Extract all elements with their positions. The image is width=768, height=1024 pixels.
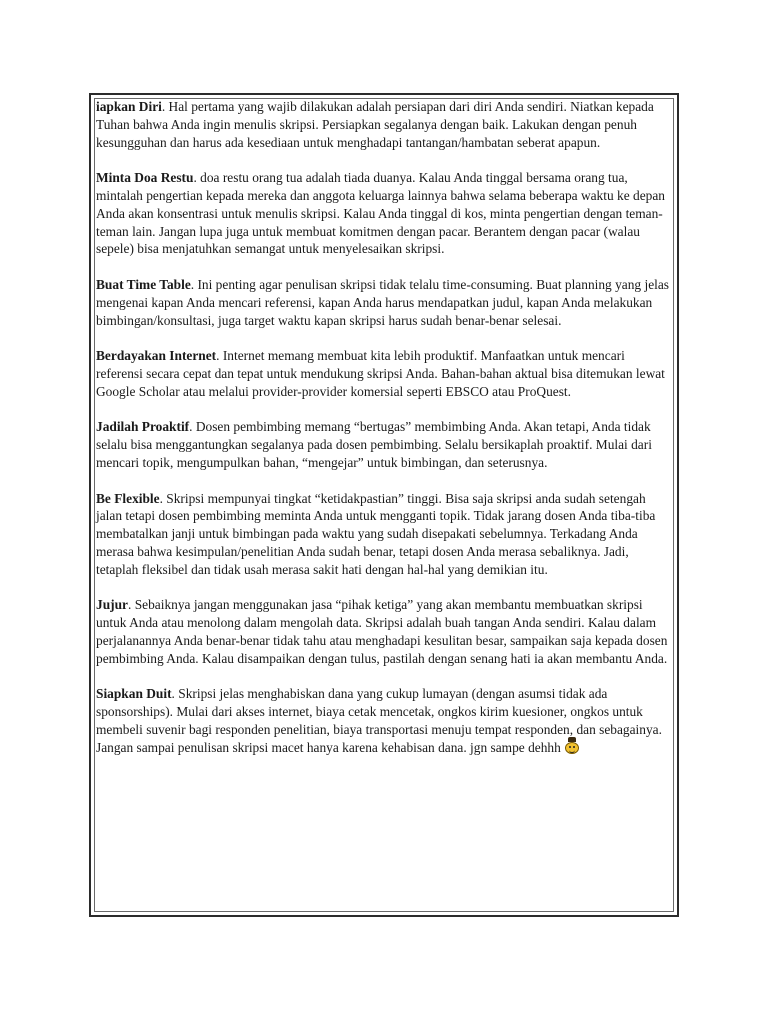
paragraph-body: . Ini penting agar penulisan skripsi tidak telalu time-consuming. Buat planning yang jelas mengenai kapan Anda mencari referensi, kapan Anda harus mendapatkan judul, kapan Anda melakukan bimbingan/konsultasi, juga target waktu kapan skripsi harus sudah benar-benar selesai. — [96, 276, 670, 328]
document-content — [96, 98, 674, 756]
paragraph-title: Berdayakan Internet — [96, 348, 217, 364]
paragraph-body: . Dosen pembimbing memang “bertugas” membimbing Anda. Akan tetapi, Anda tidak selalu bisa menggantungkan segalanya pada dosen pembimbing. Selalu bersikaplah proaktif. Mulai dari mencari topik, mengumpulkan bahan, “mengejar” untuk bimbingan, dan seterusnya. — [96, 419, 652, 470]
paragraph-body: . doa restu orang tua adalah tiada duanya. Kalau Anda tinggal bersama orang tua, mintalah pengertian kepada mereka dan anggota keluarga lainnya bahwa selama beberapa waktu ke depan Anda akan konsentrasi untuk menulis skripsi. Kalau Anda tinggal di kos, minta pengertian dengan teman-teman lain. Jangan lupa juga untuk membuat komitmen dengan pacar. Berantem dengan pacar (walau sepele) bisa menjatuhkan semangat untuk menyelesaikan skripsi. — [96, 170, 665, 257]
paragraph-minta-doa-restu — [96, 169, 674, 258]
paragraph-siapkan-diri — [96, 98, 674, 151]
paragraph-body: . Internet memang membuat kita lebih produktif. Manfaatkan untuk mencari referensi secara cepat dan tepat untuk mendukung skripsi Anda. Bahan-bahan aktual bisa ditemukan lewat Google Scholar atau melalui provider-provider komersial seperti EBSCO atau ProQuest. — [96, 348, 665, 399]
paragraph-buat-time-table — [96, 276, 674, 329]
paragraph-jujur — [96, 596, 674, 667]
paragraph-title: Jadilah Proaktif — [96, 419, 190, 435]
paragraph-body: . Sebaiknya jangan menggunakan jasa “pihak ketiga” yang akan membantu membuatkan skripsi untuk Anda atau menolong dalam mengolah data. Skripsi adalah buah tangan Anda sendiri. Kalau dalam perjalanannya Anda benar-benar tidak tahu atau menghadapi kesulitan besar, sampaikan saja kepada dosen pembimbing Anda. Kalau disampaikan dengan tulus, pastilah dengan senang hati ia akan membantu Anda. — [96, 597, 668, 666]
paragraph-body: . Hal pertama yang wajib dilakukan adalah persiapan dari diri Anda sendiri. Niatkan kepada Tuhan bahwa Anda ingin menulis skripsi. Persiapkan segalanya dengan baik. Lakukan dengan penuh kesungguhan dan harus ada kesediaan untuk menghadapi tantangan/hambatan seberat apapun. — [96, 99, 654, 150]
paragraph-be-flexible — [96, 490, 674, 579]
smiley-icon — [564, 739, 580, 755]
paragraph-title: iapkan Diri — [96, 99, 162, 114]
paragraph-jadilah-proaktif — [96, 418, 674, 471]
paragraph-body: . Skripsi jelas menghabiskan dana yang cukup lumayan (dengan asumsi tidak ada sponsorships). Mulai dari akses internet, biaya cetak mencetak, ongkos kirim kuesioner, ongkos untuk membeli suvenir bagi responden penelitian, biaya transportasi menuju tempat responden, dan sebagainya. Jangan sampai penulisan skripsi macet hanya karena kehabisan dana. jgn sampe dehhh — [96, 686, 662, 755]
paragraph-body: . Skripsi mempunyai tingkat “ketidakpastian” tinggi. Bisa saja skripsi anda sudah setengah jalan tetapi dosen pembimbing meminta Anda untuk mengganti topik. Tidak jarang dosen Anda tiba-tiba membatalkan janji untuk bimbingan pada waktu yang sudah disepakati sebelumnya. Terkadang Anda merasa bahwa kesimpulan/penelitian Anda sudah benar, tetapi dosen Anda merasa sebaliknya. Jadi, tetaplah fleksibel dan tidak usah merasa sakit hati dengan hal-hal yang demikian itu. — [96, 490, 656, 577]
paragraph-title: Jujur — [96, 597, 128, 613]
paragraph-berdayakan-internet — [96, 347, 674, 400]
paragraph-title: Minta Doa Restu — [96, 170, 194, 186]
paragraph-title: Buat Time Table — [96, 276, 191, 292]
paragraph-siapkan-duit — [96, 685, 674, 756]
paragraph-title: Be Flexible — [96, 490, 160, 506]
paragraph-title: Siapkan Duit — [96, 686, 172, 702]
